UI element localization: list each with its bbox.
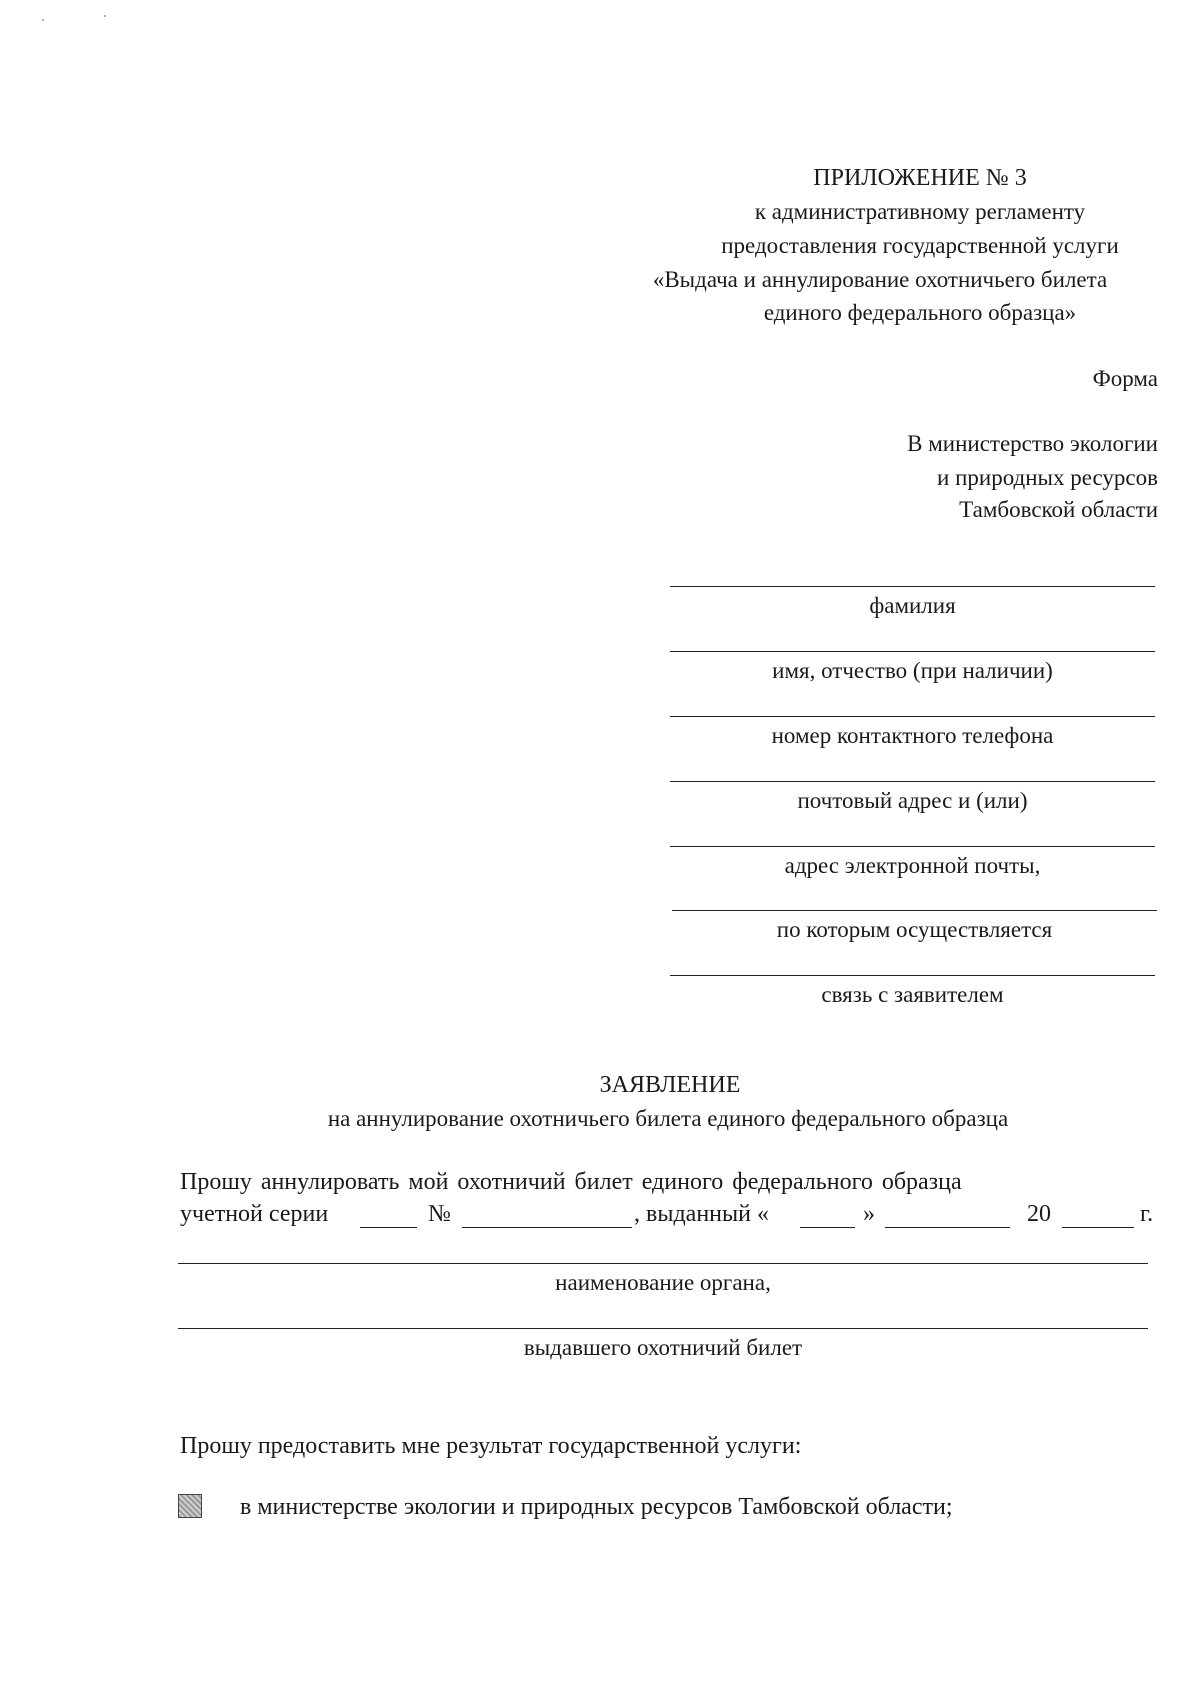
year-suffix: г. (1140, 1201, 1154, 1227)
applicant-phone-line[interactable] (670, 716, 1155, 717)
appendix-line-1: к административному регламенту (754, 199, 1086, 224)
appendix-line-4: единого федерального образца» (763, 300, 1077, 325)
issue-month-field[interactable] (885, 1227, 1010, 1228)
applicant-email-line[interactable] (670, 846, 1155, 847)
applicant-caption-email: адрес электронной почты, (784, 853, 1041, 878)
applicant-caption-surname: фамилия (869, 593, 956, 618)
authority-caption-2: выдавшего охотничий билет (523, 1335, 803, 1360)
series-label: учетной серии (180, 1201, 329, 1227)
authority-issued-line[interactable] (178, 1328, 1148, 1329)
addressee-line-3: Тамбовской области (959, 497, 1158, 522)
number-label: № (428, 1201, 451, 1227)
applicant-caption-contact: по которым осуществляется (776, 917, 1053, 942)
quote-close: » (863, 1201, 875, 1227)
option-ministry-checkbox[interactable] (178, 1494, 202, 1518)
scan-speck (104, 15, 106, 17)
authority-name-line[interactable] (178, 1263, 1148, 1264)
statement-paragraph-line-1: Прошу аннулировать мой охотничий билет единого федерального образца (180, 1169, 962, 1195)
applicant-contact-line[interactable] (672, 910, 1157, 911)
issue-year-field[interactable] (1062, 1227, 1134, 1228)
option-ministry-label: в министерстве экологии и природных ресурсов Тамбовской области; (240, 1494, 953, 1520)
applicant-caption-postal: почтовый адрес и (или) (797, 788, 1028, 813)
applicant-caption-communication: связь с заявителем (821, 982, 1004, 1007)
issue-day-field[interactable] (800, 1227, 855, 1228)
applicant-postal-line[interactable] (670, 781, 1155, 782)
addressee-line-2: и природных ресурсов (937, 465, 1158, 490)
statement-title: ЗАЯВЛЕНИЕ (599, 1072, 741, 1098)
applicant-caption-phone: номер контактного телефона (771, 723, 1054, 748)
applicant-communication-line[interactable] (670, 975, 1155, 976)
appendix-line-3: «Выдача и аннулирование охотничьего билета (652, 267, 1108, 292)
year-prefix: 20 (1027, 1201, 1051, 1227)
appendix-title: ПРИЛОЖЕНИЕ № 3 (813, 165, 1027, 191)
addressee-line-1: В министерство экологии (907, 431, 1158, 456)
applicant-surname-line[interactable] (670, 586, 1155, 587)
issued-label: , выданный « (634, 1201, 769, 1227)
form-label: Форма (1092, 366, 1158, 391)
scan-speck (42, 19, 44, 21)
ticket-number-field[interactable] (462, 1227, 632, 1228)
statement-subtitle: на аннулирование охотничьего билета единого федерального образца (327, 1106, 1009, 1131)
series-field[interactable] (360, 1227, 417, 1228)
applicant-name-line[interactable] (670, 651, 1155, 652)
authority-caption-1: наименование органа, (555, 1270, 771, 1295)
result-heading: Прошу предоставить мне результат государственной услуги: (180, 1433, 802, 1459)
applicant-caption-name: имя, отчество (при наличии) (772, 658, 1053, 683)
appendix-line-2: предоставления государственной услуги (721, 233, 1119, 258)
